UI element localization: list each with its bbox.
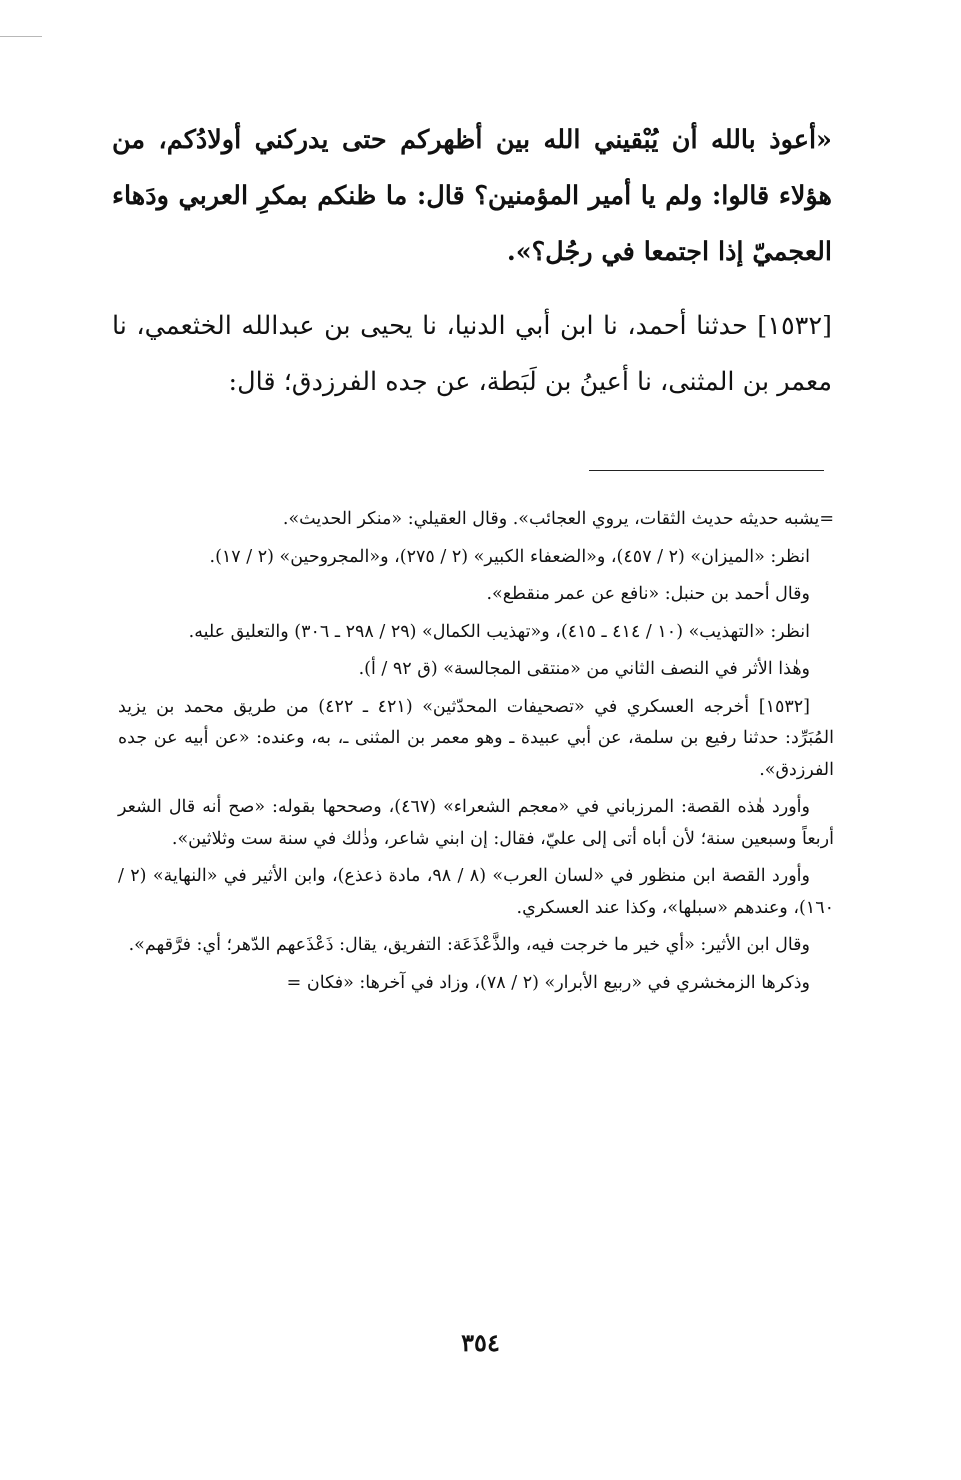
main-paragraph-quote: «أعوذ بالله أن يُبْقيني الله بين أظهركم حتى يدركني أولادُكم، من هؤلاء قالوا: ولم يا أمير المؤمنين؟ قال: ما ظنكم بمكرِ العربي ودَهاء العجميّ إذا اجتمعا في رجُل؟». bbox=[112, 125, 832, 267]
footnote-paragraph: انظر: «الميزان» (٢ / ٤٥٧)، و«الضعفاء الكبير» (٢ / ٢٧٥)، و«المجروحين» (٢ / ١٧). bbox=[209, 546, 810, 567]
footnote-paragraph: وهٰذا الأثر في النصف الثاني من «منتقى المجالسة» (ق ٩٢ / أ). bbox=[358, 659, 810, 679]
main-text-block bbox=[112, 112, 832, 428]
footnote-paragraph: =يشبه حديثه حديث الثقات، يروي العجائب». وقال العقيلي: «منكر الحديث». bbox=[282, 509, 834, 529]
footnote-paragraph: [١٥٣٢] أخرجه العسكري في «تصحيفات المحدّثين» (٤٢١ ـ ٤٢٢) من طريق محمد بن يزيد المُبَرِّد: حدثنا رفيع بن سلمة، عن أبي عبيدة ـ وهو معمر بن المثنى ـ، به، وعنده: «عن أبيه عن جده الفرزدق». bbox=[118, 696, 834, 780]
scan-edge-mark bbox=[0, 36, 42, 37]
footnotes-block bbox=[118, 504, 834, 1005]
footnote-paragraph: وأورد القصة ابن منظور في «لسان العرب» (٨ / ٩٨، مادة ذعذع)، وابن الأثير في «النهاية» (٢ / ١٦٠)، وعندهم «سبلها»، وكذا عند العسكري. bbox=[118, 866, 834, 918]
footnote-paragraph: وأورد هٰذه القصة: المرزباني في «معجم الشعراء» (٤٦٧)، وصححها بقوله: «صح أنه قال الشعر أربعاً وسبعين سنة؛ لأن أباه أتى إلى عليّ، فقال: إن ابني شاعر، وذٰلك في سنة ست وثلاثين». bbox=[118, 797, 834, 849]
main-paragraph-hadith-1532: [١٥٣٢] حدثنا أحمد، نا ابن أبي الدنيا، نا يحيى بن عبدالله الخثعمي، نا معمر بن المثنى، نا أعينُ بن لَبَطة، عن جده الفرزدق؛ قال: bbox=[112, 311, 832, 397]
footnote-separator bbox=[589, 470, 824, 471]
footnote-paragraph: وقال أحمد بن حنبل: «نافع عن عمر منقطع». bbox=[486, 584, 810, 604]
footnote-paragraph: وذكرها الزمخشري في «ربيع الأبرار» (٢ / ٧٨)، وزاد في آخرها: «فكان = bbox=[286, 972, 810, 993]
page-number: ٣٥٤ bbox=[461, 1328, 500, 1357]
footnote-paragraph: وقال ابن الأثير: «أي خير ما خرجت فيه، والذَّعْذَعَة: التفريق، يقال: ذَعْذَعهم الدّهر؛ أي: فرَّقهم». bbox=[128, 935, 810, 955]
footnote-paragraph: انظر: «التهذيب» (١٠ / ٤١٤ ـ ٤١٥)، و«تهذيب الكمال» (٢٩ / ٢٩٨ ـ ٣٠٦) والتعليق عليه. bbox=[188, 621, 810, 642]
